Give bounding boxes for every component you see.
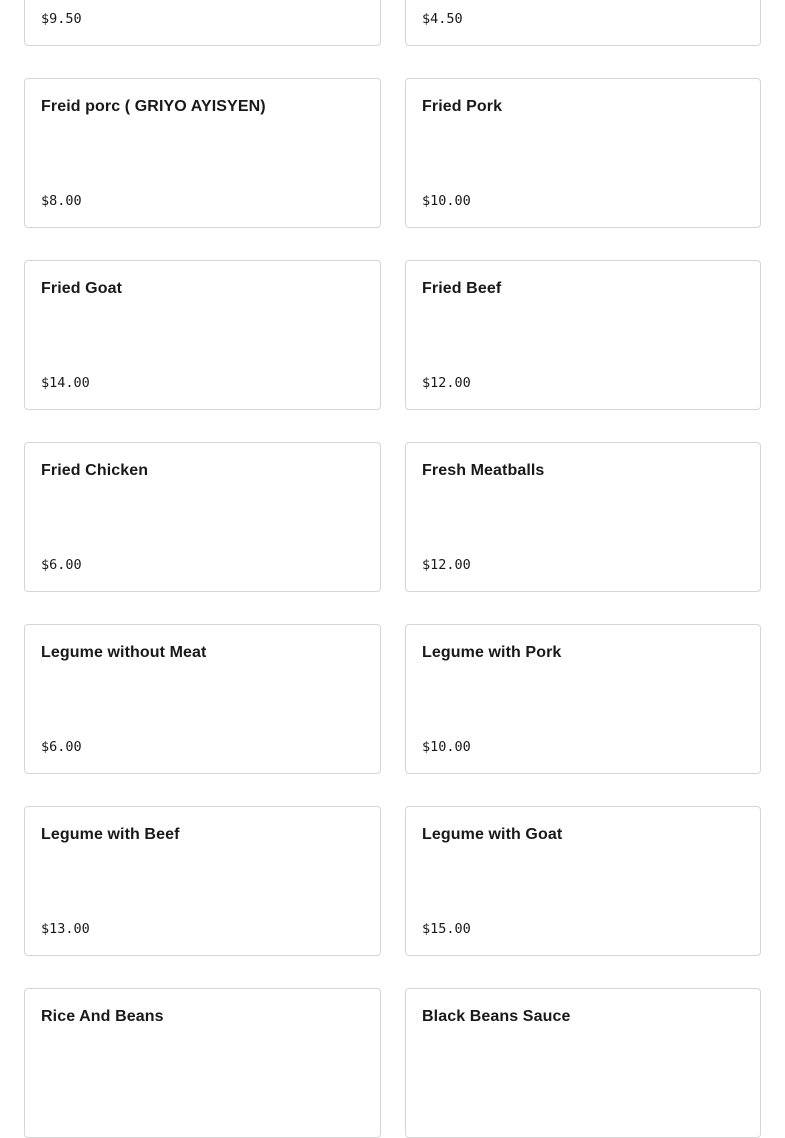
menu-item-price: $14.00 — [41, 375, 90, 391]
menu-item-price: $9.50 — [41, 11, 82, 27]
menu-item-card[interactable] — [405, 0, 761, 46]
menu-item-card[interactable] — [24, 806, 381, 956]
menu-item-card[interactable] — [24, 78, 381, 228]
menu-item-card[interactable] — [24, 988, 381, 1138]
menu-item-price: $8.00 — [41, 193, 82, 209]
menu-item-name: Legume with Goat — [422, 826, 563, 843]
menu-item-card[interactable] — [405, 78, 761, 228]
menu-item-name: Legume without Meat — [41, 644, 207, 661]
menu-item-name: Rice And Beans — [41, 1008, 164, 1025]
menu-item-price: $6.00 — [41, 739, 82, 755]
menu-item-card[interactable] — [405, 806, 761, 956]
menu-item-name: Fresh Meatballs — [422, 462, 545, 479]
menu-item-name: Fried Pork — [422, 98, 503, 115]
menu-item-name: Black Beans Sauce — [422, 1008, 571, 1025]
menu-item-name: Legume with Beef — [41, 826, 180, 843]
menu-item-price: $4.50 — [422, 11, 463, 27]
menu-item-price: $15.00 — [422, 921, 471, 937]
menu-item-card[interactable] — [24, 442, 381, 592]
menu-item-price: $13.00 — [41, 921, 90, 937]
menu-item-card[interactable] — [405, 988, 761, 1138]
menu-item-price: $10.00 — [422, 193, 471, 209]
menu-item-card[interactable] — [405, 442, 761, 592]
menu-item-card[interactable] — [405, 260, 761, 410]
menu-item-card[interactable] — [24, 260, 381, 410]
menu-item-card[interactable] — [405, 624, 761, 774]
menu-item-card[interactable] — [24, 0, 381, 46]
menu-item-name: Fried Beef — [422, 280, 502, 297]
menu-item-name: Legume with Pork — [422, 644, 562, 661]
menu-item-price: $10.00 — [422, 739, 471, 755]
menu-item-price: $6.00 — [41, 557, 82, 573]
menu-item-card[interactable] — [24, 624, 381, 774]
menu-item-price: $12.00 — [422, 557, 471, 573]
menu-item-name: Fried Chicken — [41, 462, 149, 479]
menu-item-price: $12.00 — [422, 375, 471, 391]
menu-item-name: Freid porc ( GRIYO AYISYEN) — [41, 98, 266, 115]
menu-item-name: Fried Goat — [41, 280, 123, 297]
menu-items-grid — [24, 0, 761, 1138]
